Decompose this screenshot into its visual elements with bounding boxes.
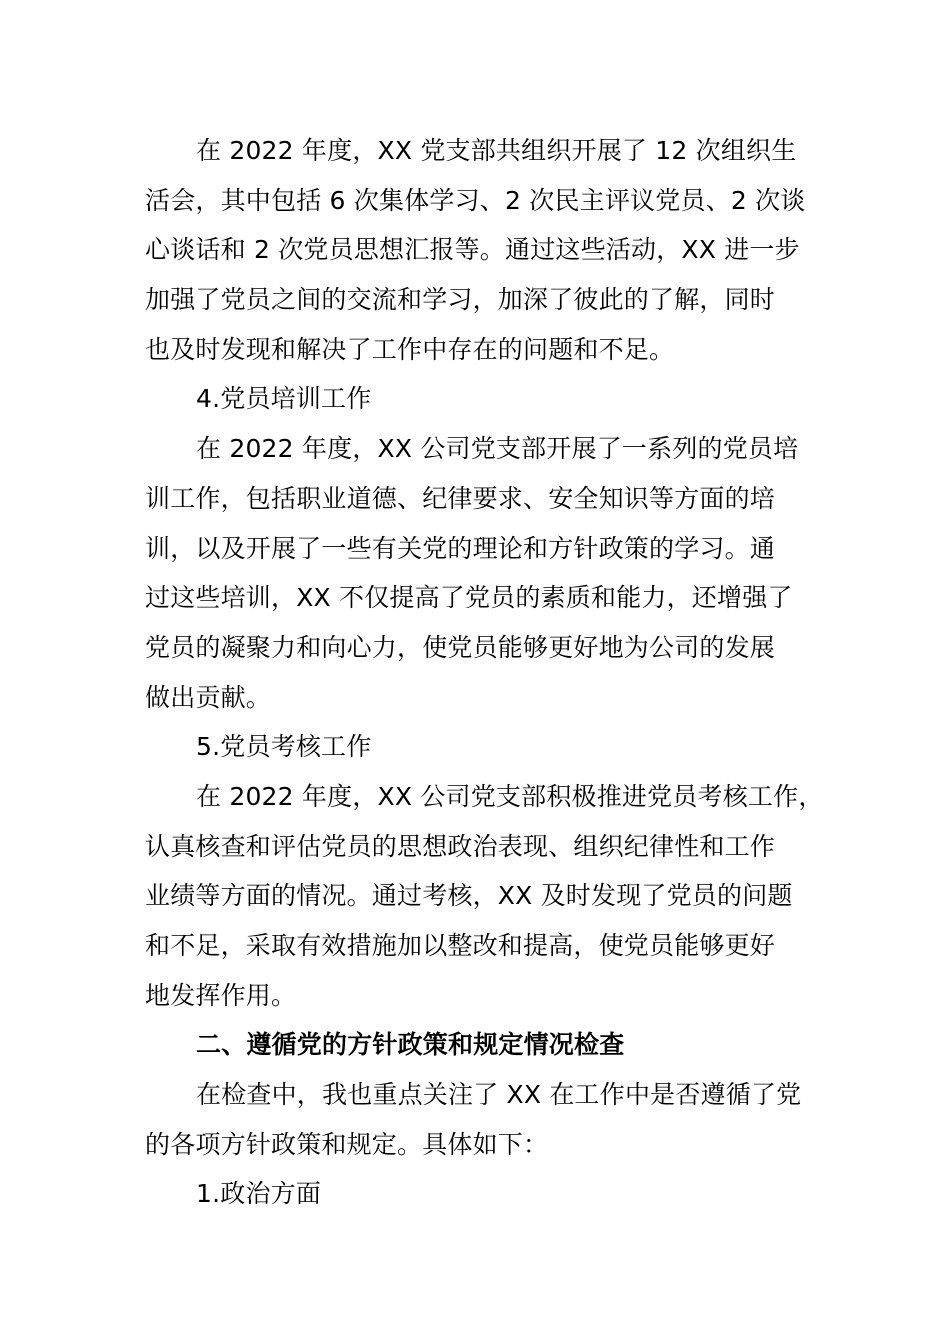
paragraph-line: 过这些培训，XX 不仅提高了党员的素质和能力，还增强了: [145, 583, 793, 613]
paragraph-line: 做出贡献。: [145, 682, 272, 712]
paragraph-line: 的各项方针政策和规定。具体如下：: [145, 1129, 549, 1159]
paragraph-line: 也及时发现和解决了工作中存在的问题和不足。: [145, 334, 675, 364]
paragraph-line: 认真核查和评估党员的思想政治表现、组织纪律性和工作: [145, 831, 776, 861]
paragraph-line: 和不足，采取有效措施加以整改和提高，使党员能够更好: [145, 931, 776, 960]
paragraph-line: 训，以及开展了一些有关党的理论和方针政策的学习。通: [145, 533, 776, 563]
document-body: [145, 126, 825, 1219]
paragraph-line: 活会，其中包括 6 次集体学习、2 次民主评议党员、2 次谈: [145, 185, 806, 215]
paragraph-line: 在 2022 年度，XX 公司党支部积极推进党员考核工作，: [196, 781, 824, 811]
paragraph-line: 业绩等方面的情况。通过考核，XX 及时发现了党员的问题: [145, 881, 793, 911]
paragraph-line: 在 2022 年度，XX 公司党支部开展了一系列的党员培: [196, 434, 799, 464]
section-heading: 4.党员培训工作: [196, 384, 372, 414]
chapter-heading: 二、遵循党的方针政策和规定情况检查: [196, 1030, 625, 1060]
section-heading: 5.党员考核工作: [196, 732, 372, 762]
paragraph-line: 心谈话和 2 次党员思想汇报等。通过这些活动，XX 进一步: [145, 235, 800, 265]
paragraph-line: 在 2022 年度，XX 党支部共组织开展了 12 次组织生: [196, 136, 797, 165]
paragraph-line: 地发挥作用。: [145, 980, 297, 1010]
paragraph-line: 在检查中，我也重点关注了 XX 在工作中是否遵循了党: [196, 1080, 802, 1110]
paragraph-line: 训工作，包括职业道德、纪律要求、安全知识等方面的培: [145, 483, 776, 513]
paragraph-line: 党员的凝聚力和向心力，使党员能够更好地为公司的发展: [145, 632, 776, 662]
section-heading: 1.政治方面: [196, 1179, 322, 1209]
paragraph-line: 加强了党员之间的交流和学习，加深了彼此的了解，同时: [145, 285, 776, 315]
